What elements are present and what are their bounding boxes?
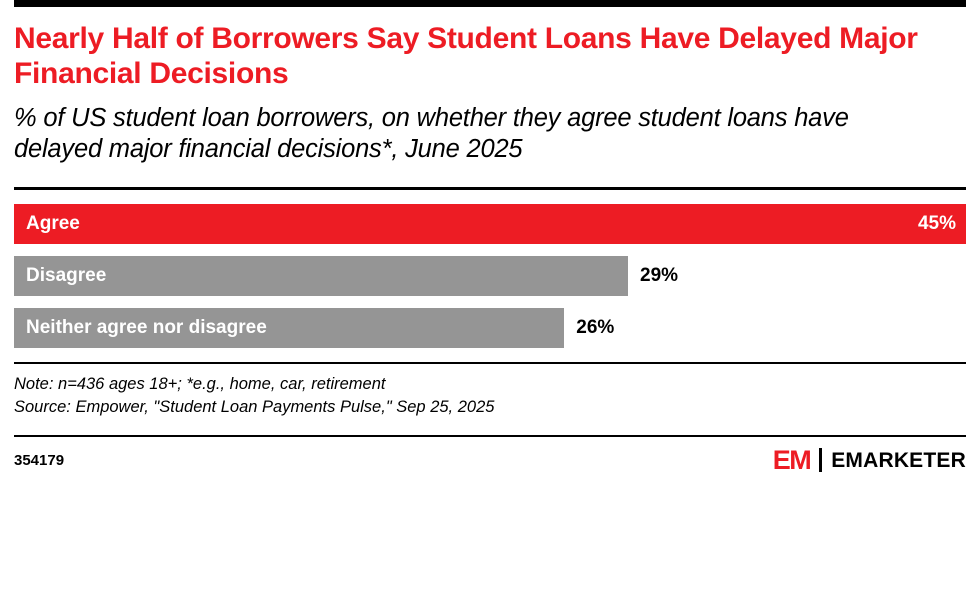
footer xyxy=(14,444,966,475)
bar-value: 45% xyxy=(917,213,956,235)
bar-neither-agree-nor-disagree xyxy=(14,308,564,348)
bar-label: Agree xyxy=(26,213,80,235)
footer-divider xyxy=(14,435,966,437)
bar-disagree xyxy=(14,256,628,296)
brand-divider-icon xyxy=(819,448,822,472)
note-line: Note: n=436 ages 18+; *e.g., home, car, retirement xyxy=(14,375,386,394)
bar-label: Neither agree nor disagree xyxy=(26,317,267,339)
bar-agree xyxy=(14,204,966,244)
top-divider xyxy=(14,0,966,7)
bar-row xyxy=(14,256,966,296)
source-line: Source: Empower, "Student Loan Payments Pulse," Sep 25, 2025 xyxy=(14,398,495,417)
page-title: Nearly Half of Borrowers Say Student Loans Have Delayed Major Financial Decisions xyxy=(14,22,918,91)
brand-logo xyxy=(772,444,966,475)
bar-row xyxy=(14,204,966,244)
notes-divider xyxy=(14,362,966,364)
bar-row xyxy=(14,308,966,348)
chart-notes xyxy=(14,373,966,419)
chart-top-divider xyxy=(14,187,966,190)
bar-chart xyxy=(14,204,966,348)
brand-name: EMARKETER xyxy=(831,448,966,472)
em-monogram-icon: EM xyxy=(772,444,811,475)
bar-value: 29% xyxy=(640,265,679,287)
bar-label: Disagree xyxy=(26,265,107,287)
chart-id: 354179 xyxy=(14,451,65,469)
bar-value: 26% xyxy=(576,317,615,339)
chart-subtitle: % of US student loan borrowers, on whether they agree student loans have delayed major financial decisions*, June 2025 xyxy=(14,104,849,164)
